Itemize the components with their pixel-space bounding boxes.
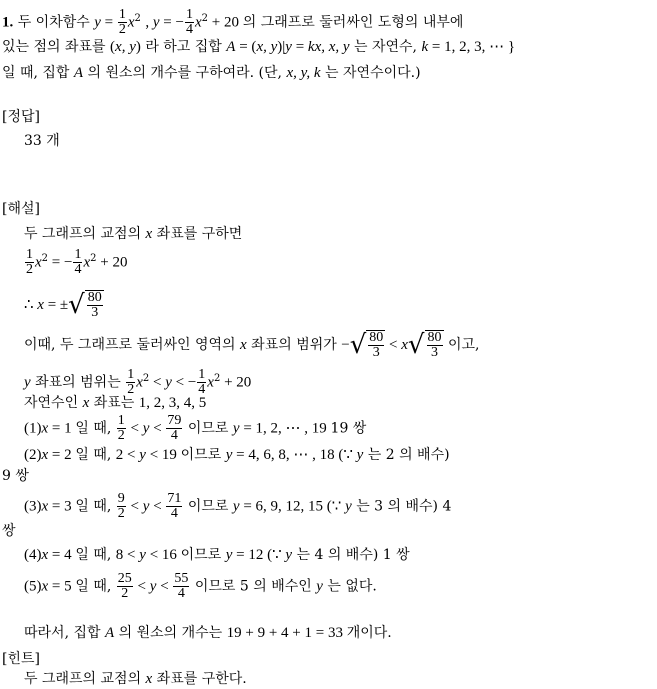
case-2-count: 9 쌍 — [2, 468, 29, 484]
explanation-equation: $\frac{1}{2}$ $x^2$ = − $\frac{1}{4}$ $x^2 + 20$ — [26, 247, 128, 277]
answer-header: [정답] — [2, 109, 40, 125]
hint-text: 두 그래프의 교점의 x 좌표를 구한다. — [24, 671, 247, 687]
hint-header: [힌트] — [2, 651, 40, 667]
explanation-line-1: 두 그래프의 교점의 x 좌표를 구하면 — [24, 226, 243, 242]
case-3-count: 쌍 — [2, 523, 16, 539]
problem-number: 1. — [2, 14, 14, 31]
problem-line-3: 일 때, 집합 A 의 원소의 개수를 구하여라. (단, x, y, k 는 자연수이다.) — [2, 65, 421, 81]
problem-line-2: 있는 점의 좌표를 (x, y) 라 하고 집합 A = (x, y)|y = kx, x, y 는 자연수, k = 1, 2, 3, ⋯ } — [2, 39, 516, 55]
explanation-solution: ∴ x = ± √ $\frac{80}{3}$ — [24, 290, 102, 320]
case-5: (5)x = 5 일 때, $\frac{25}{2}$ < y < $\frac{55}{4}$ 이므로 5 의 배수인 y 는 없다. — [24, 571, 377, 601]
explanation-range-x: 이때, 두 그래프로 둘러싸인 영역의 x 좌표의 범위가 − √ $\frac{80}{3}$ < x √ $\frac{80}{3}$ 이고, — [24, 330, 480, 360]
problem-line-1: 1. 두 이차함수 y = $\frac{1}{2}$ $x^2$ , y = − $\frac{1}{4}$ $x^2 + 20$ 의 그래프로 둘러싸인 도형의 내부에 — [2, 7, 464, 37]
case-3: (3)x = 3 일 때, $\frac{9}{2}$ < y < $\frac{71}{4}$ 이므로 y = 6, 9, 12, 15 (∵ y 는 3 의 배수) 4 — [24, 491, 452, 521]
explanation-natural-x: 자연수인 x 좌표는 1, 2, 3, 4, 5 — [24, 395, 207, 411]
case-1: (1)x = 1 일 때, $\frac{1}{2}$ < y < $\frac{79}{4}$ 이므로 y = 1, 2, ⋯ , 19 19 쌍 — [24, 413, 367, 443]
explanation-header: [해설] — [2, 201, 40, 217]
explanation-range-y: y 좌표의 범위는 $\frac{1}{2}$ $x^2 < y$ < − $\frac{1}{4}$ $x^2 + 20$ — [24, 367, 252, 397]
case-2: (2)x = 2 일 때, 2 < y < 19 이므로 y = 4, 6, 8, ⋯ , 18 (∵ y 는 2 의 배수) — [24, 447, 450, 463]
answer-text: 33 개 — [24, 133, 60, 149]
conclusion: 따라서, 집합 A 의 원소의 개수는 19 + 9 + 4 + 1 = 33 개이다. — [24, 625, 392, 641]
case-4: (4)x = 4 일 때, 8 < y < 16 이므로 y = 12 (∵ y 는 4 의 배수) 1 쌍 — [24, 547, 410, 563]
